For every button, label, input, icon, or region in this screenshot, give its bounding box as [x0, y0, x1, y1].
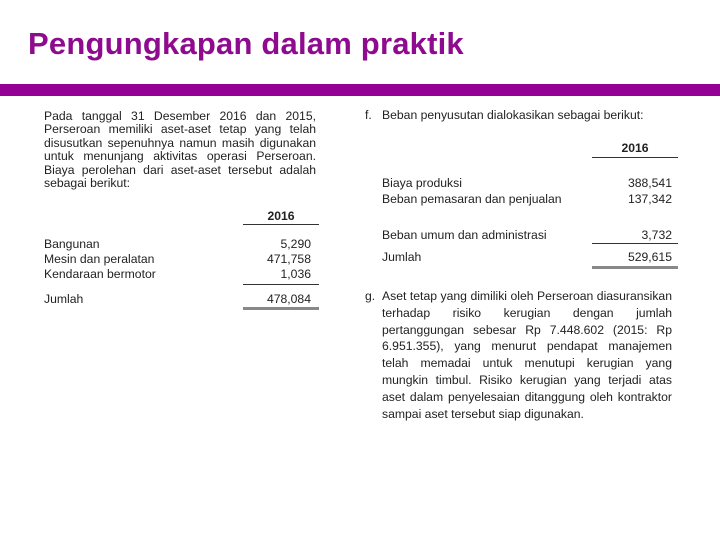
item-f-marker: f.	[365, 108, 372, 122]
right-total-label: Jumlah	[382, 250, 422, 264]
right-row-value: 137,342	[627, 192, 672, 206]
left-row-label: Mesin dan peralatan	[44, 252, 155, 266]
right-row-value: 3,732	[641, 228, 672, 242]
left-paragraph: Pada tanggal 31 Desember 2016 dan 2015, Perseroan memiliki aset-aset tetap yang telah disusutkan sepenuhnya namun masih digunakan untuk menunjang aktivitas operasi Perseroan. Biaya perolehan dari aset-aset tersebut adalah sebagai berikut:	[44, 109, 316, 191]
left-row-value: 5,290	[280, 237, 311, 251]
header-rule	[243, 224, 319, 225]
header-rule	[592, 157, 678, 158]
left-total-value: 478,084	[266, 292, 311, 306]
left-year-header: 2016	[267, 209, 295, 223]
left-row-value: 1,036	[280, 267, 311, 281]
item-f-heading: Beban penyusutan dialokasikan sebagai berikut:	[382, 108, 644, 122]
right-row-label: Beban pemasaran dan penjualan	[382, 192, 562, 206]
subtotal-rule	[243, 284, 319, 285]
right-total-value: 529,615	[627, 250, 672, 264]
item-g-text: Aset tetap yang dimiliki oleh Perseroan diasuransikan terhadap risiko kerugian dengan jumlah pertanggungan sebesar Rp 7.448.602 (2015: Rp 6.951.355), yang menurut pendapat manajemen telah memadai untuk menutupi kerugian yang mungkin timbul. Risiko kerugian yang terjadi atas aset dalam penyelesaian ditanggung oleh kontraktor sampai aset tersebut siap digunakan.	[382, 289, 672, 421]
right-row-label: Biaya produksi	[382, 176, 462, 190]
left-total-label: Jumlah	[44, 292, 84, 306]
total-double-rule	[592, 266, 678, 269]
right-year-header: 2016	[621, 141, 649, 155]
title-divider-bar	[0, 84, 720, 96]
left-row-value: 471,758	[266, 252, 311, 266]
right-row-value: 388,541	[627, 176, 672, 190]
total-double-rule	[243, 307, 319, 310]
left-row-label: Bangunan	[44, 237, 100, 251]
item-g-marker: g.	[365, 289, 376, 303]
right-row-label: Beban umum dan administrasi	[382, 228, 547, 242]
subtotal-rule	[592, 243, 678, 244]
slide-title: Pengungkapan dalam praktik	[28, 26, 464, 61]
left-row-label: Kendaraan bermotor	[44, 267, 156, 281]
